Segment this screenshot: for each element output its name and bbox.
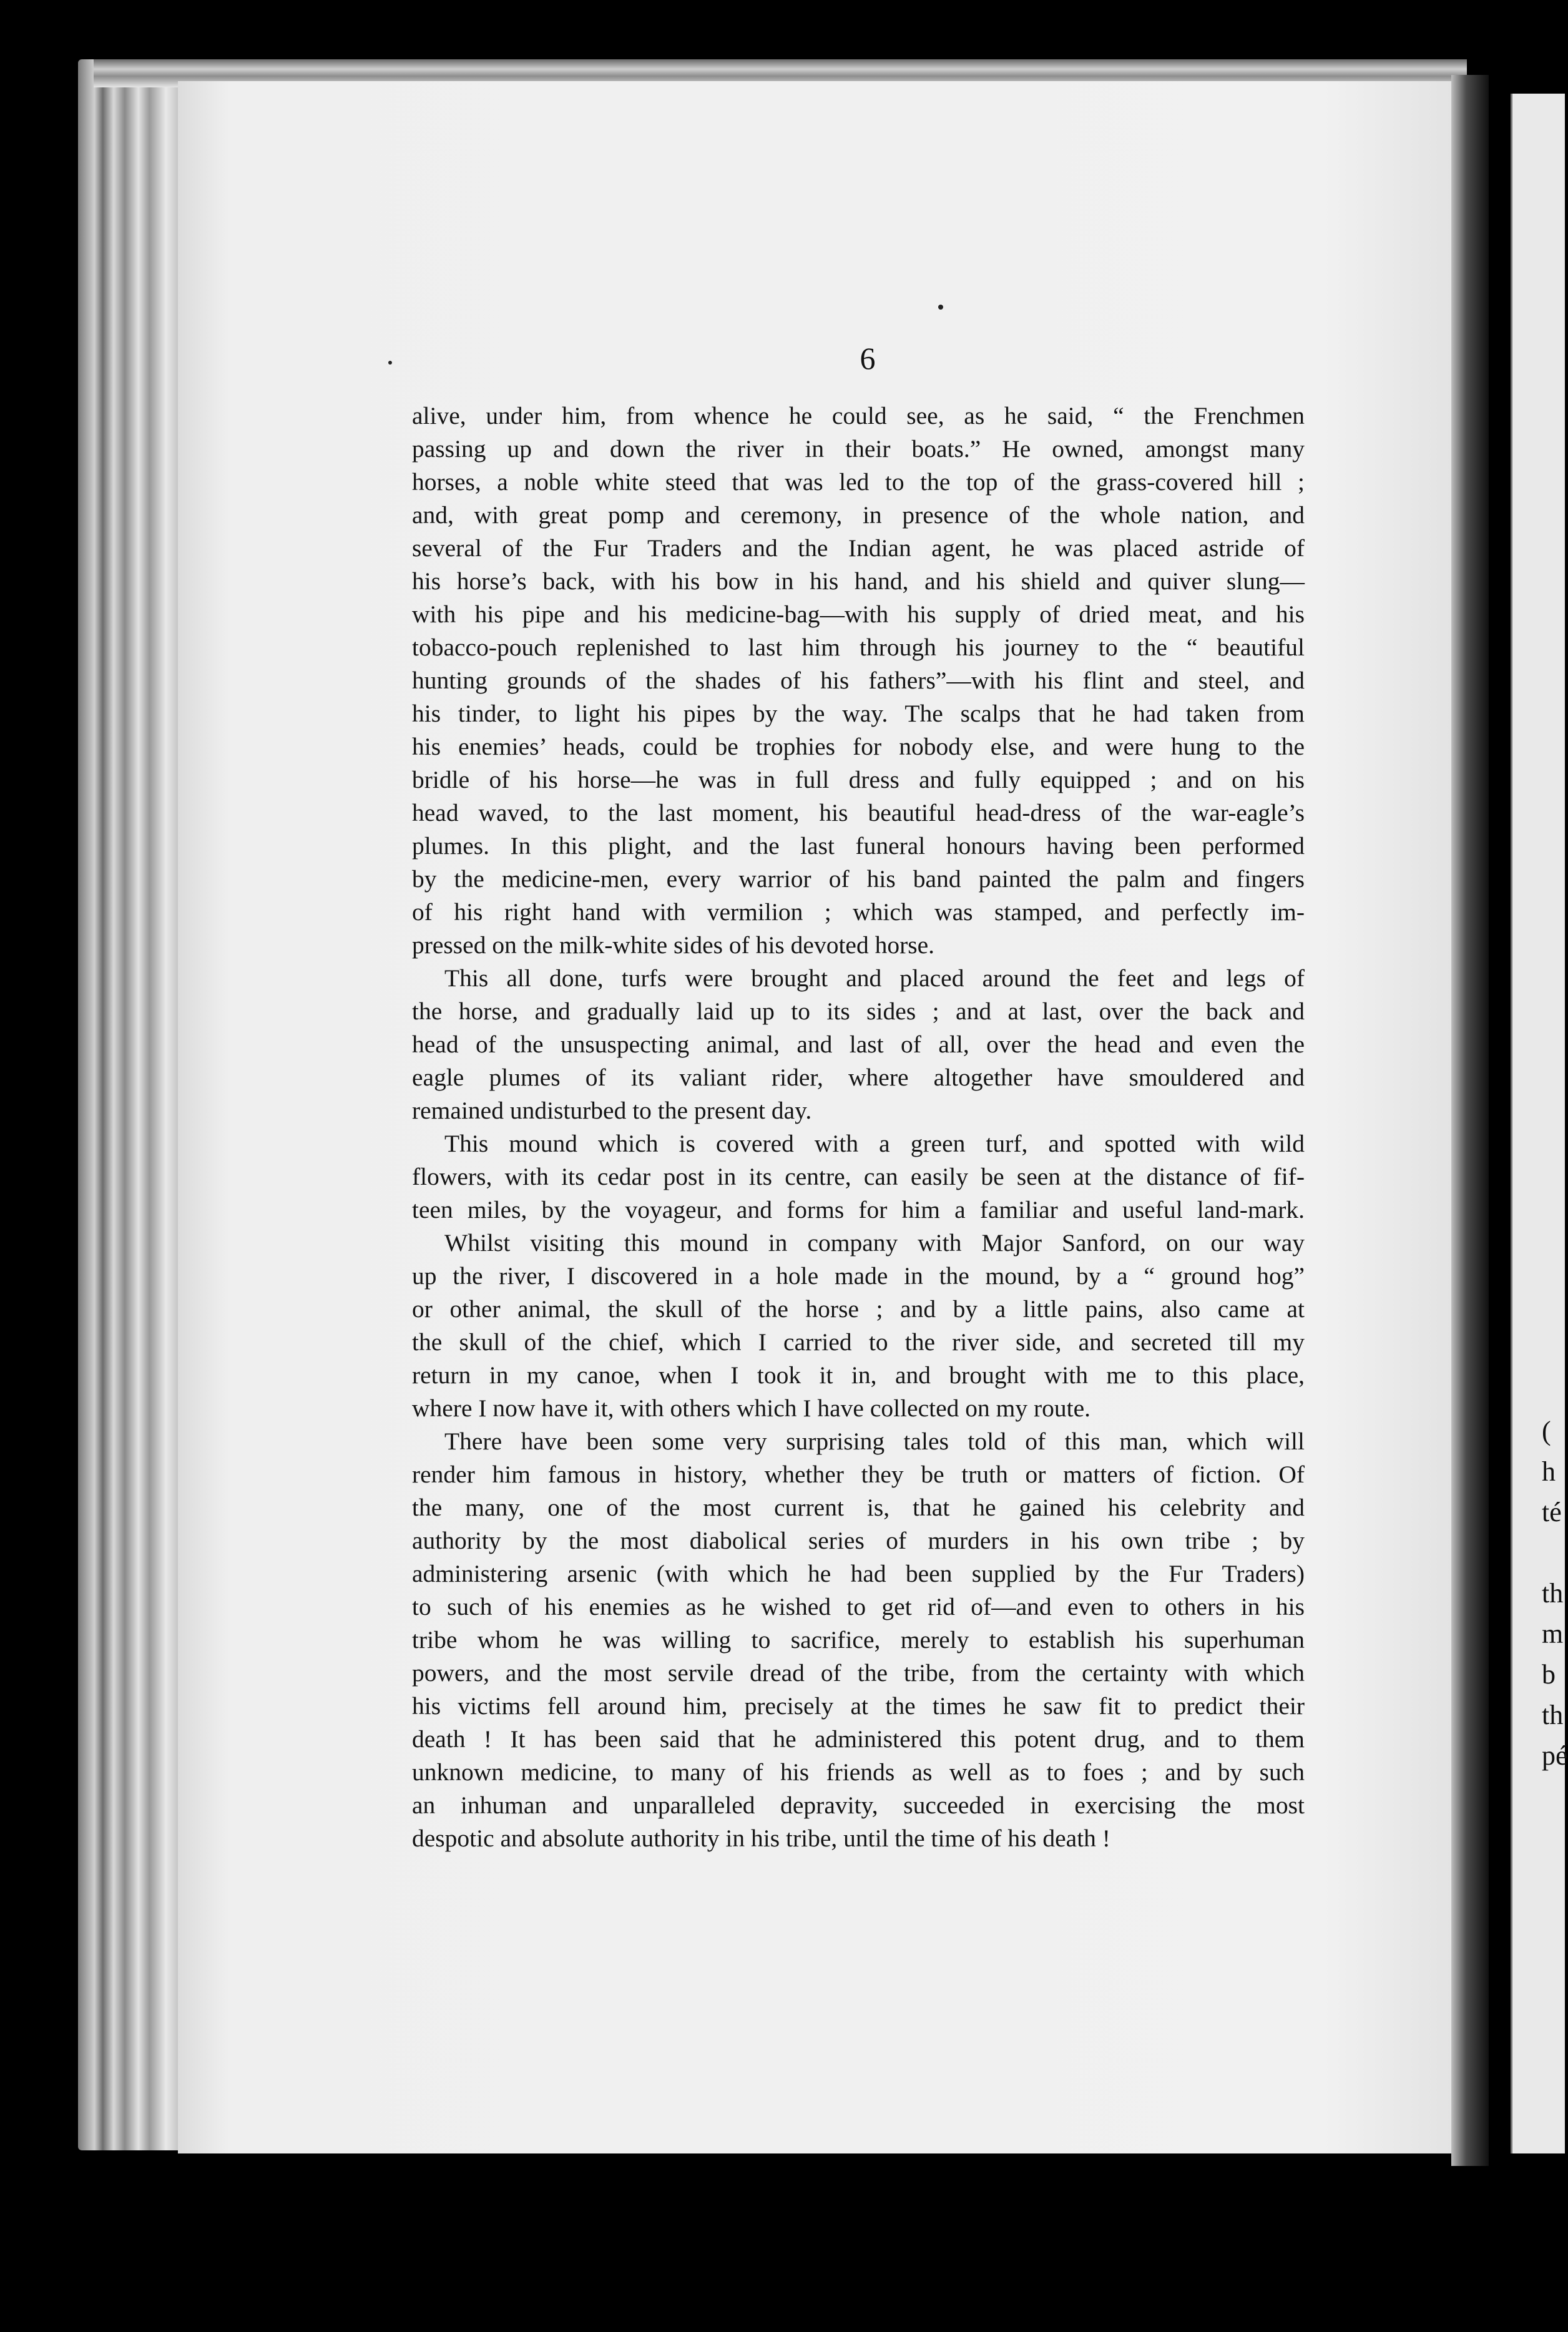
text-line: powers, and the most servile dread of the tribe, from the certainty with which [412,1659,1305,1687]
text-line: bridle of his horse—he was in full dress and fully equipped ; and on his [412,766,1305,793]
text-line: the horse, and gradually laid up to its sides ; and at last, over the back and [412,997,1305,1025]
text-line: remained undisturbed to the present day. [412,1097,812,1124]
text-line: the many, one of the most current is, that he gained his celebrity and [412,1494,1305,1521]
speck [388,361,392,365]
page-number: 6 [860,341,876,376]
text-line: unknown medicine, to many of his friends as well as to foes ; and by such [412,1758,1305,1786]
text-line: horses, a noble white steed that was led to the top of the grass-covered hill ; [412,468,1305,496]
text-line: tobacco-pouch replenished to last him through his journey to the “ beautiful [412,634,1305,661]
text-line: authority by the most diabolical series of murders in his own tribe ; by [412,1527,1305,1554]
speck [938,305,943,310]
text-line: his enemies’ heads, could be trophies for nobody else, and were hung to the [412,733,1305,760]
text-line: his tinder, to light his pipes by the way. The scalps that he had taken from [412,700,1305,727]
text-line: eagle plumes of its valiant rider, where altogether have smouldered and [412,1064,1305,1091]
text-line: several of the Fur Traders and the Indian agent, he was placed astride of [412,534,1305,562]
text-line: an inhuman and unparalleled depravity, succeeded in exercising the most [412,1791,1305,1819]
text-line: pressed on the milk-white sides of his devoted horse. [412,931,935,959]
text-line: his victims fell around him, precisely at the times he saw fit to predict their [412,1692,1305,1720]
text-line: administering arsenic (with which he had been supplied by the Fur Traders) [412,1560,1305,1587]
text-line: flowers, with its cedar post in its centre, can easily be seen at the distance of fif- [412,1163,1305,1190]
text-line: This all done, turfs were brought and placed around the feet and legs of [444,964,1305,992]
page-gutter [1451,75,1489,2166]
text-line: of his right hand with vermilion ; which was stamped, and perfectly im- [412,898,1305,926]
body-text [412,399,1305,1855]
text-line: by the medicine-men, every warrior of his band painted the palm and fingers [412,865,1305,893]
text-line: and, with great pomp and ceremony, in presence of the whole nation, and [412,501,1305,529]
text-line: Whilst visiting this mound in company with Major Sanford, on our way [444,1229,1305,1257]
text-line: There have been some very surprising tales told of this man, which will [444,1428,1305,1455]
text-line: teen miles, by the voyageur, and forms for him a familiar and useful land-mark. [412,1196,1305,1223]
text-line: render him famous in history, whether they be truth or matters of fiction. Of [412,1461,1305,1488]
text-line: alive, under him, from whence he could see, as he said, “ the Frenchmen [412,402,1305,429]
text-line: despotic and absolute authority in his tribe, until the time of his death ! [412,1825,1110,1852]
text-line: plumes. In this plight, and the last funeral honours having been performed [412,832,1305,860]
text-line: tribe whom he was willing to sacrifice, merely to establish his superhuman [412,1626,1305,1653]
text-line: hunting grounds of the shades of his fathers”—with his flint and steel, and [412,667,1305,694]
text-line: death ! It has been said that he administered this potent drug, and to them [412,1725,1305,1753]
text-line: passing up and down the river in their boats.” He owned, amongst many [412,435,1305,463]
text-line: with his pipe and his medicine-bag—with his supply of dried meat, and his [412,600,1305,628]
text-line: up the river, I discovered in a hole made in the mound, by a “ ground hog” [412,1262,1305,1290]
facing-page-fragment [1511,94,1568,2153]
text-line: to such of his enemies as he wished to get rid of—and even to others in his [412,1593,1305,1620]
text-line: his horse’s back, with his bow in his hand, and his shield and quiver slung— [412,567,1305,595]
text-line: the skull of the chief, which I carried to the river side, and secreted till my [412,1328,1305,1356]
facing-page-text: ( h té th m b th pé [1542,1416,1568,1771]
text-line: This mound which is covered with a green turf, and spotted with wild [444,1130,1305,1157]
text-line: return in my canoe, when I took it in, and brought with me to this place, [412,1361,1305,1389]
text-line: or other animal, the skull of the horse ; and by a little pains, also came at [412,1295,1305,1323]
text-line: head of the unsuspecting animal, and last of all, over the head and even the [412,1031,1305,1058]
text-line: where I now have it, with others which I have collected on my route. [412,1394,1091,1422]
text-line: head waved, to the last moment, his beautiful head-dress of the war-eagle’s [412,799,1305,826]
